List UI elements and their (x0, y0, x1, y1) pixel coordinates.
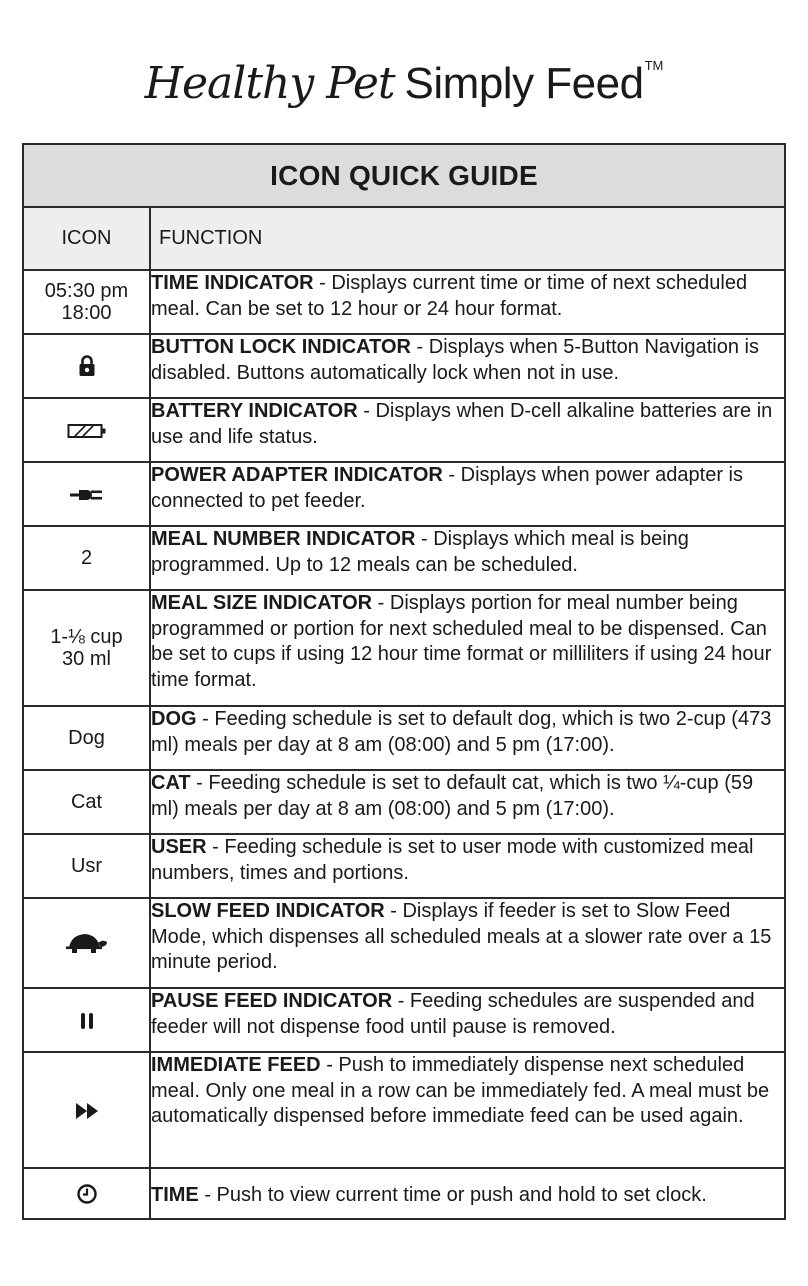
function-name: BUTTON LOCK INDICATOR (151, 336, 411, 358)
battery-icon (67, 423, 107, 439)
power-plug-icon (70, 487, 104, 503)
function-name: POWER ADAPTER INDICATOR (151, 464, 443, 486)
function-name: USER (151, 836, 207, 858)
pause-icon (79, 1011, 95, 1031)
table-row (23, 770, 785, 834)
function-description: - Feeding schedule is set to default cat, which is two ¼-cup (59 ml) meals per day at 8 am (08:00) and 5 pm (17:00). (151, 772, 754, 820)
meal-size-ml: 30 ml (62, 648, 111, 670)
meal-size-cups: 1-⅛ cup (50, 626, 123, 648)
function-cell (150, 462, 785, 526)
function-description: - Feeding schedule is set to default dog, which is two 2-cup (473 ml) meals per day at 8 am (08:00) and 5 pm (17:00). (151, 708, 772, 756)
function-description: - Feeding schedule is set to user mode with customized meal numbers, times and portions. (151, 836, 754, 884)
table-row (23, 334, 785, 398)
icon-cell (23, 590, 150, 706)
clock-icon (76, 1183, 98, 1205)
function-description: - Displays portion for meal number being programmed or portion for next scheduled meal to be dispensed. Can be set to cups if using 12 hour time format or milliliters if using 24 hour time format. (151, 592, 772, 691)
icon-cell (23, 526, 150, 590)
icon-cell (23, 770, 150, 834)
function-cell (150, 334, 785, 398)
function-description: - Displays which meal is being programmed. Up to 12 meals can be scheduled. (151, 528, 689, 576)
function-name: TIME (151, 1183, 199, 1206)
mode-user-display: Usr (70, 855, 103, 877)
table-title: ICON QUICK GUIDE (23, 144, 785, 207)
icon-cell (23, 834, 150, 898)
function-cell (150, 1052, 785, 1168)
icon-cell (23, 898, 150, 988)
icon-cell (23, 1168, 150, 1219)
brand-product-name: Simply Feed (404, 59, 644, 108)
function-description: - Push to immediately dispense next scheduled meal. Only one meal in a row can be immediately fed. A meal must be automatically dispensed before immediate feed can be used again. (151, 1054, 770, 1127)
function-name: TIME INDICATOR (151, 272, 314, 294)
table-row (23, 1052, 785, 1168)
function-description: - Displays current time or time of next scheduled meal. Can be set to 12 hour or 24 hour format. (151, 272, 748, 320)
brand-logo (0, 58, 808, 109)
trademark-mark: TM (644, 58, 664, 73)
function-cell (150, 898, 785, 988)
time-display-24h: 18:00 (61, 302, 112, 324)
turtle-icon (65, 932, 109, 954)
table-row (23, 270, 785, 334)
function-description: - Feeding schedules are suspended and feeder will not dispense food until pause is removed. (151, 990, 755, 1038)
function-description: - Push to view current time or push and hold to set clock. (198, 1183, 707, 1206)
function-name: MEAL SIZE INDICATOR (151, 592, 373, 614)
icon-cell (23, 334, 150, 398)
function-description: - Displays when D-cell alkaline batteries are in use and life status. (151, 400, 773, 448)
icon-quick-guide-table (22, 143, 786, 1220)
function-cell (150, 770, 785, 834)
table-row (23, 526, 785, 590)
time-display-12h: 05:30 pm (44, 280, 129, 302)
icon-cell (23, 988, 150, 1052)
icon-cell (23, 1052, 150, 1168)
fast-forward-icon (75, 1102, 99, 1120)
function-description: - Displays when 5-Button Navigation is disabled. Buttons automatically lock when not in use. (151, 336, 759, 384)
icon-cell (23, 706, 150, 770)
table-row (23, 1168, 785, 1219)
function-cell (150, 834, 785, 898)
function-cell (150, 398, 785, 462)
header-row (23, 207, 785, 270)
icon-cell (23, 398, 150, 462)
meal-number-display: 2 (80, 547, 93, 569)
column-header-function: FUNCTION (150, 207, 785, 270)
table-row (23, 590, 785, 706)
function-name: DOG (151, 708, 197, 730)
lock-icon (78, 355, 96, 377)
table-row (23, 398, 785, 462)
table-row (23, 834, 785, 898)
function-cell (150, 526, 785, 590)
icon-cell (23, 270, 150, 334)
function-cell (150, 706, 785, 770)
function-name: IMMEDIATE FEED (151, 1054, 321, 1076)
function-cell (150, 1168, 785, 1219)
mode-cat-display: Cat (70, 791, 103, 813)
column-header-icon: ICON (23, 207, 150, 270)
table-row (23, 706, 785, 770)
function-name: SLOW FEED INDICATOR (151, 900, 385, 922)
table-row (23, 462, 785, 526)
table-row (23, 898, 785, 988)
mode-dog-display: Dog (68, 727, 105, 749)
function-name: PAUSE FEED INDICATOR (151, 990, 393, 1012)
brand-script-name: Healthy Pet (144, 58, 395, 109)
icon-cell (23, 462, 150, 526)
function-name: BATTERY INDICATOR (151, 400, 358, 422)
function-cell (150, 270, 785, 334)
function-cell (150, 988, 785, 1052)
function-description: - Displays when power adapter is connected to pet feeder. (151, 464, 743, 512)
function-cell (150, 590, 785, 706)
table-row (23, 988, 785, 1052)
function-name: CAT (151, 772, 191, 794)
function-name: MEAL NUMBER INDICATOR (151, 528, 416, 550)
title-row (23, 144, 785, 207)
function-description: - Displays if feeder is set to Slow Feed Mode, which dispenses all scheduled meals at a slower rate over a 15 minute period. (151, 900, 772, 973)
